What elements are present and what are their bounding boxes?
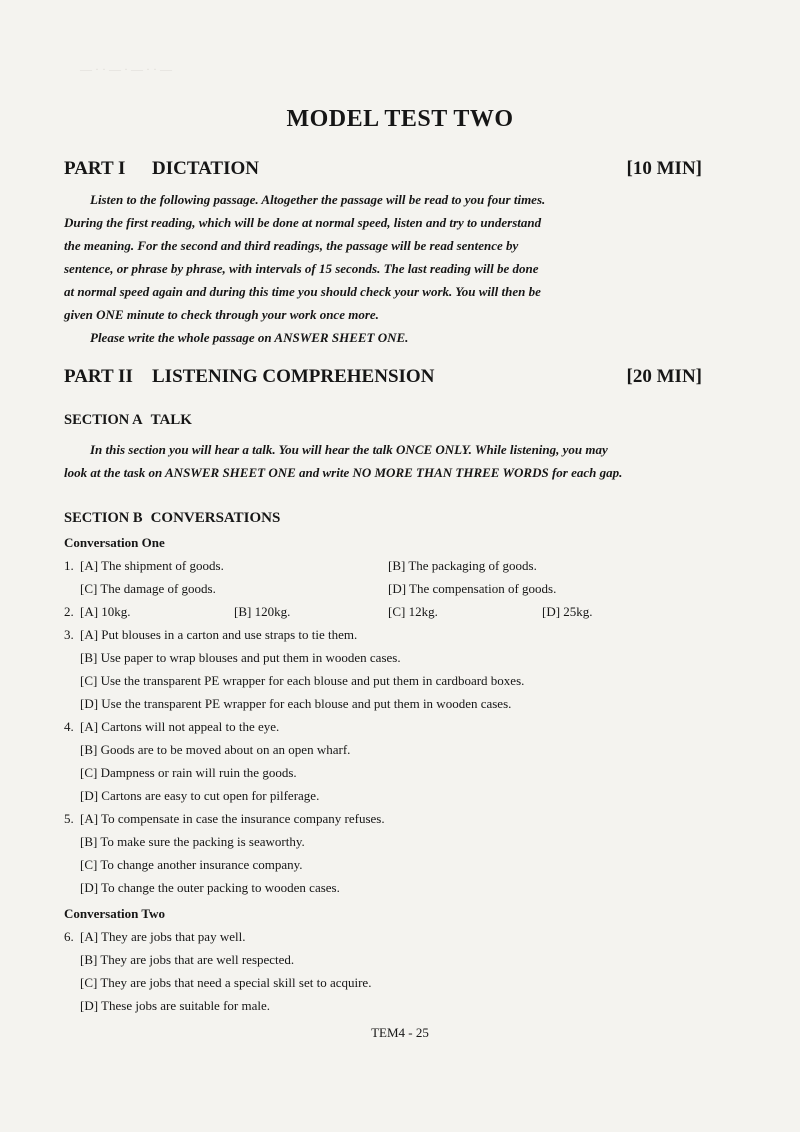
q1-option-a: 1. [A] The shipment of goods. [64,558,224,573]
q3-number: 3. [64,627,74,642]
q4-option-c: [C] Dampness or rain will ruin the goods. [80,765,297,780]
q3-option-d: [D] Use the transparent PE wrapper for each blouse and put them in wooden cases. [80,696,512,711]
page-title: MODEL TEST TWO [286,106,514,132]
q3-option-c: [C] Use the transparent PE wrapper for each blouse and put them in cardboard boxes. [80,673,525,688]
q5-option-c: [C] To change another insurance company. [80,857,303,872]
q2-option-a: 2. [A] 10kg. [64,604,131,619]
q3-option-a: 3. [A] Put blouses in a carton and use straps to tie them. [64,627,358,642]
page-footer: TEM4 - 25 [371,1025,429,1040]
part1-time: [10 MIN] [626,158,702,179]
q4-option-a: 4. [A] Cartons will not appeal to the eye. [64,719,280,734]
q3-option-b: [B] Use paper to wrap blouses and put them in wooden cases. [80,650,401,665]
q1-option-c: [C] The damage of goods. [80,581,216,596]
q5-option-d: [D] To change the outer packing to wooden cases. [80,880,340,895]
q6-option-b: [B] They are jobs that are well respected. [80,952,295,967]
q1-option-b: [B] The packaging of goods. [388,558,537,573]
q4-option-d: [D] Cartons are easy to cut open for pilferage. [80,788,320,803]
q4-option-b: [B] Goods are to be moved about on an open wharf. [80,742,351,757]
section-b-label: SECTION B [64,510,143,526]
section-a-label: SECTION A [64,412,143,428]
bleed-through: — · · — · — · · — [80,62,172,76]
section-a-name: TALK [150,412,192,428]
instruction-line: In this section you will hear a talk. You will hear the talk ONCE ONLY. While listening, you may [90,442,608,457]
part2-time: [20 MIN] [626,366,702,387]
instruction-line: look at the task on ANSWER SHEET ONE and write NO MORE THAN THREE WORDS for each gap. [64,465,623,480]
part1-heading [64,158,704,180]
q2-number: 2. [64,604,74,619]
q6-option-d: [D] These jobs are suitable for male. [80,998,270,1013]
conversation-one-heading: Conversation One [64,535,165,550]
q5-option-a: 5. [A] To compensate in case the insurance company refuses. [64,811,385,826]
q5-option-b: [B] To make sure the packing is seaworthy. [80,834,305,849]
talk-instructions [64,438,714,484]
q2-option-d: [D] 25kg. [542,604,593,619]
conversation-two-heading: Conversation Two [64,906,165,921]
part2-heading [64,366,704,388]
q5-number: 5. [64,811,74,826]
part1-name: DICTATION [152,158,259,179]
q1-option-d: [D] The compensation of goods. [388,581,557,596]
q2-option-b: [B] 120kg. [234,604,291,619]
q1-number: 1. [64,558,74,573]
q4-number: 4. [64,719,74,734]
instruction-line: at normal speed again and during this time you should check your work. You will then be [64,284,541,299]
section-b-name: CONVERSATIONS [150,510,281,526]
instruction-line: Please write the whole passage on ANSWER SHEET ONE. [90,330,409,345]
instruction-line: given ONE minute to check through your work once more. [64,307,379,322]
instruction-line: Listen to the following passage. Altogether the passage will be read to you four times. [90,192,546,207]
part1-label: PART I [64,158,126,179]
q2-option-c: [C] 12kg. [388,604,438,619]
part2-name: LISTENING COMPREHENSION [152,366,435,387]
q6-option-a: 6. [A] They are jobs that pay well. [64,929,246,944]
dictation-instructions [64,188,714,349]
instruction-line: the meaning. For the second and third readings, the passage will be read sentence by [64,238,519,253]
q6-option-c: [C] They are jobs that need a special skill set to acquire. [80,975,372,990]
section-a-heading [64,412,192,429]
instruction-line: During the first reading, which will be done at normal speed, listen and try to understand [64,215,542,230]
section-b-heading [64,510,280,527]
q6-number: 6. [64,929,74,944]
part2-label: PART II [64,366,133,387]
instruction-line: sentence, or phrase by phrase, with intervals of 15 seconds. The last reading will be done [64,261,539,276]
